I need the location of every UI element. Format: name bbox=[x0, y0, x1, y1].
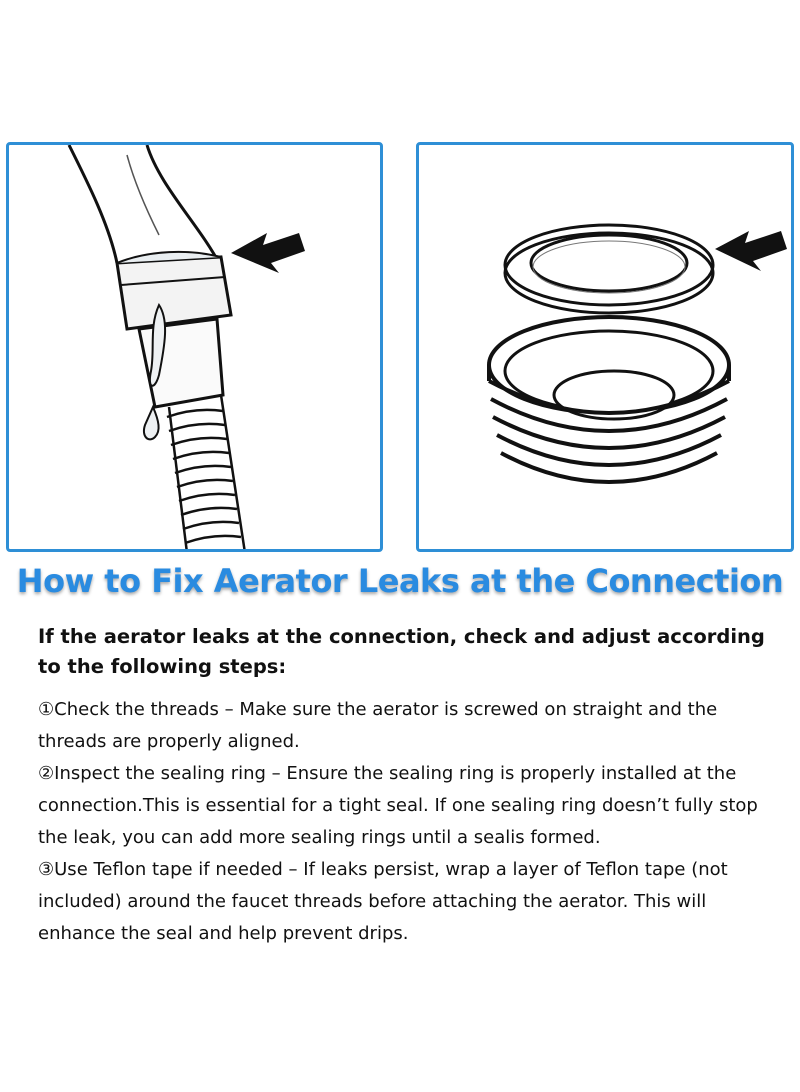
step-3: ③Use Teflon tape if needed – If leaks persist, wrap a layer of Teflon tape (not included) around the faucet threads before attaching the aerator. This will enhance the seal and help prevent drips. bbox=[38, 859, 728, 944]
arrow-icon bbox=[715, 231, 787, 271]
sealing-ring-illustration bbox=[419, 145, 794, 552]
faucet-leak-illustration bbox=[9, 145, 383, 552]
arrow-icon bbox=[231, 233, 305, 273]
instructions bbox=[38, 622, 778, 950]
page-title: How to Fix Aerator Leaks at the Connection bbox=[16, 562, 784, 600]
sealing-ring-panel bbox=[416, 142, 794, 552]
step-1: ①Check the threads – Make sure the aerator is screwed on straight and the threads are properly aligned. bbox=[38, 699, 718, 752]
step-2: ②Inspect the sealing ring – Ensure the sealing ring is properly installed at the connection.This is essential for a tight seal. If one sealing ring doesn’t fully stop the leak, you can add more sealing rings until a sealis formed. bbox=[38, 763, 758, 848]
intro-text: If the aerator leaks at the connection, check and adjust according to the following steps: bbox=[38, 625, 765, 678]
faucet-leak-panel bbox=[6, 142, 383, 552]
